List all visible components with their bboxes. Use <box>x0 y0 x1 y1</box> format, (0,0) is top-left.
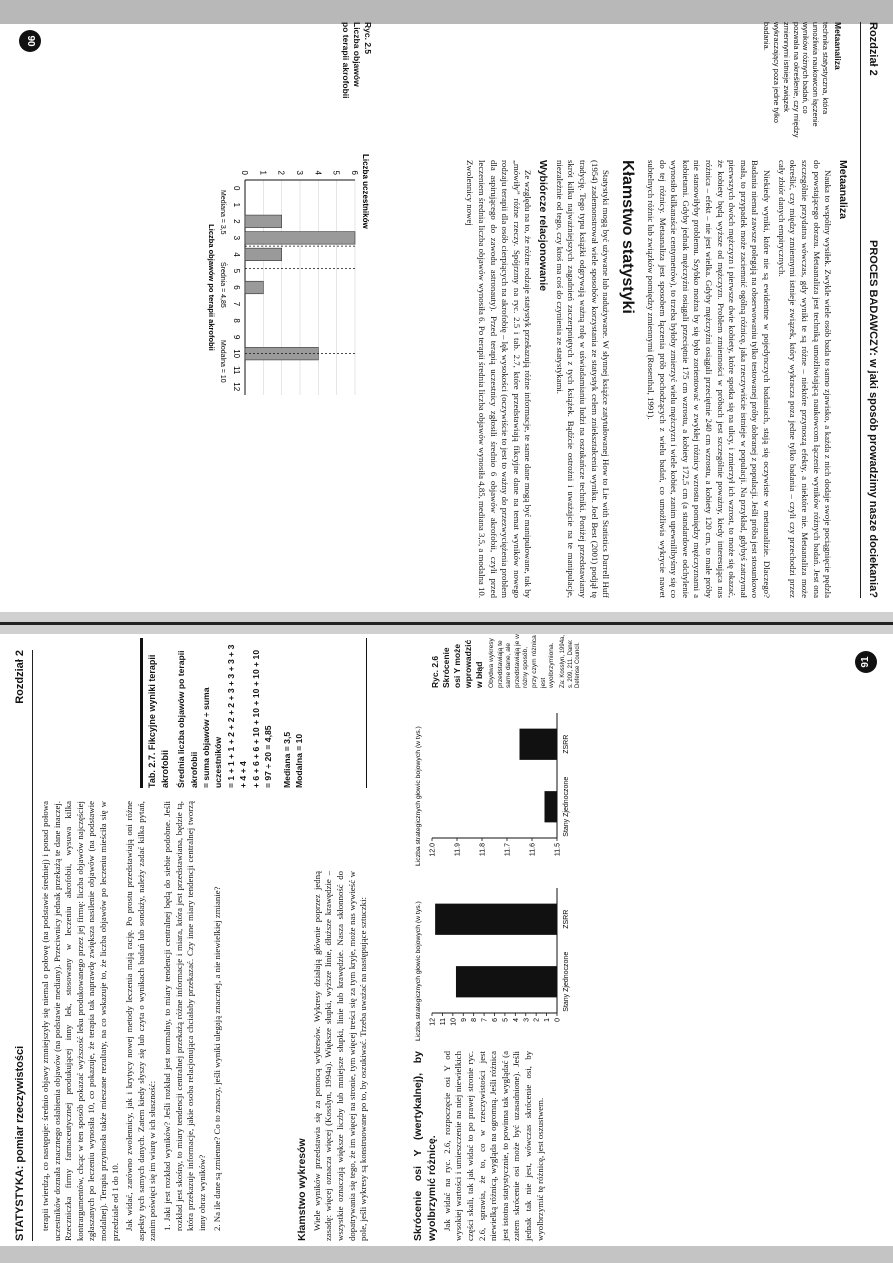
paragraph: Statystyki mogą być używane lub nadużywane. W słynnej książce zatytułowanej How to Lie with Statistics Darrell Huff (1954) zademonstrował wiele sposobów korzystania ze statystyk celem zniekształcenia wyniku. Joel Best (2001) podjął tę tradycję. Tego typu książki odgrywają ważną rolę w uświadamianiu ludzi na oszukańcze techniki. Poniżej przedstawiamy skrót kilku najważniejszych zagadnień zaczerpniętych z tych książek. Bądźcie ostrożni i uważajcie na te manipulacje, niezależnie od tego, czy ktoś ma coś do czynienia ze statystykami. <box>554 160 612 598</box>
histogram-bar <box>245 281 263 294</box>
chart-ryc-2-5 <box>203 150 373 410</box>
y-axis-label: Liczba strategicznych głowic bojowych (w tys.) <box>415 726 422 866</box>
caption-description: Obydwa wykresy przedstawiają te same dane, ale przedstawiają je w różny sposób, przy czym różnica jest wyolbrzymiona. <box>488 634 556 688</box>
paragraph: terapii twierdzą, co następuje: średnio objawy zmniejszyły się niemal o połowę (na podstawie średniej) i ponad połowa uczestników doznała znacznego osłabienia objawów (na podstawie mediany). Przeciwnicy jednak przekażą te dane inaczej. Rzeczniczka firmy farmaceutycznej produkującej inny lek, stosowany w leczeniu akrofobii, wysuwa kilka kontrargumentów, chcąc w ten sposób pokazać wyższość leku produkowanego przez jej firmę: liczba objawów najczęściej zgłaszanych po leczeniu wynosiła 10, co pokazuje, że terapia tak naprawdę zwiększa nasilenie objawów (na podstawie modalnej). Terapia przyniosła także mieszane rezultaty, na co wskazuje to, że liczba objawów po leczeniu mieściła się w przedziale od 1 do 10. <box>40 801 120 1241</box>
y-tick-label: 11.5 <box>554 843 562 857</box>
paragraph: Wiele wyników przedstawia się za pomocą wykresów. Wykresy działają głównie poprzez jedną zasadę: więcej oznacza więcej (Kosslyn, 1994a). Większe słupki, wyższe linie, dłuższe krawędzie – wszystkie oznaczają większe liczby lub mniejsze słupki, linie lub krawędzie. Nasza skłonność do dopatrywania się tego, że im więcej na stronie, tym więcej treści się za tym kryje, może nas wywieść w pole, jeśli wykresy są konstruowane po to, by oszukiwać. Trzeba uważać na następujące sztuczki: <box>311 871 369 1241</box>
sidebar-definition <box>762 22 843 140</box>
paragraph: Ze względu na to, że różne rodzaje statystyk przekazują różne informacje, te same dane mogą być manipulowane, tak by „mówiły” różne rzeczy. Spójrzmy na ryc. 2.5 i tab. 2.7, które przedstawiają fikcyjne dane na temat wyników nowego rodzaju terapii dla osób cierpiących na akrofobię – lęk wysokości (oczywiście to jest to ważny do przezwyciężenia problem dla aspirującego do zawodu astronauty). Przed terapią uczestnicy zgłosili średnio 6 objawów akrofobii, czyli przed leczeniem średnia liczba objawów wynosiła 6. Po terapii średnia liczba objawów wynosiła 4,85, mediana 3,5, a modalna 10. Zwolennicy nowej <box>465 160 534 599</box>
bar <box>520 729 558 760</box>
x-axis-label: Liczba objawów po terapii akrofobii <box>207 224 216 351</box>
caption-source: Za: Kosslyn, 1994a, s. 209, 211. Dane: Defense Council. <box>559 634 582 688</box>
scan-gutter-bottom <box>0 1246 893 1263</box>
page-91 <box>0 628 893 1263</box>
page-number: 91 <box>855 651 877 673</box>
x-tick-label: Stany Zjednoczone <box>563 951 570 1012</box>
header-chapter: Rozdział 2 <box>14 650 26 704</box>
question-2: 2. Na ile dane są zmienne? Co to znaczy, jeśli wyniki ulegają znacznej, a nie niewielkiej zmianie? <box>211 886 222 1231</box>
running-header <box>14 650 33 1241</box>
x-tick-label: 2 <box>232 219 241 224</box>
x-tick-label: 8 <box>232 318 241 323</box>
caption-number: Ryc. 2.5 <box>363 22 373 55</box>
x-tick-label: 1 <box>232 202 241 208</box>
annotation-mean: Średnia = 4,85 <box>219 262 226 308</box>
caption-line: Liczba objawów <box>351 22 362 87</box>
annotation-mode: Modalna = 10 <box>219 340 226 383</box>
x-tick-label: Stany Zjednoczone <box>563 776 570 837</box>
y-tick-label: 0 <box>554 1018 562 1022</box>
table-2-7 <box>140 638 367 788</box>
y-axis-label: Liczba strategicznych głowic bojowych (w tys.) <box>415 901 422 1041</box>
header-title: PROCES BADAWCZY: w jaki sposób prowadzimy nasze dociekania? <box>867 240 879 598</box>
y-tick-label: 7 <box>481 1018 489 1022</box>
y-axis-label: Liczba uczestników <box>361 154 370 229</box>
y-tick-label: 1 <box>544 1018 552 1022</box>
y-tick-label: 11.9 <box>454 843 462 857</box>
y-tick-label: 4 <box>512 1018 520 1022</box>
y-tick-label: 11.8 <box>479 843 487 857</box>
question-1: 1. Jaki jest rozkład wyników? Jeśli rozkład jest normalny, to miary tendencji centralnej będą do siebie podobne. Jeśli rozkład jest skośny, to miary tendencji centralnej przekażą różne informacje i miara, która jest przedstawiana, będzie tą, która przekazuje informacje, jakie osoba relacjonująca chciałaby przekazać. Czy inne miary tendencji centralnej tworzą inny obraz wyników? <box>162 801 207 1231</box>
x-tick-label: 4 <box>232 252 241 257</box>
header-chapter: Rozdział 2 <box>867 22 879 76</box>
bar <box>545 791 558 822</box>
y-tick-label: 11 <box>439 1018 447 1026</box>
table-line: = 97 ÷ 20 = 4,85 <box>263 725 274 788</box>
y-tick-label: 1 <box>258 170 268 175</box>
x-tick-label: 0 <box>232 186 241 191</box>
page-90 <box>0 0 893 620</box>
running-header <box>860 22 879 598</box>
y-tick-label: 4 <box>313 170 323 175</box>
table-line: Średnia liczba objawów po terapii akrofobii <box>176 650 199 788</box>
annotation-median: Mediana = 3,5 <box>219 190 226 235</box>
y-tick-label: 6 <box>492 1018 499 1022</box>
y-tick-label: 11.6 <box>529 843 537 857</box>
text-column-top <box>40 801 285 1241</box>
x-tick-label: ZSRR <box>563 909 570 929</box>
y-tick-label: 3 <box>523 1018 531 1022</box>
text-column-axis <box>408 1051 688 1241</box>
y-tick-label: 0 <box>240 170 249 175</box>
section-heading-skrocenie: Skrócenie osi Y (wertykalnej), by wyolbrzymić różnicę. <box>412 1051 438 1241</box>
section-heading-klamstwo: Kłamstwo statystyki <box>619 160 637 314</box>
x-tick-label: 6 <box>232 285 241 290</box>
histogram-bar <box>245 232 355 245</box>
x-tick-label: 3 <box>232 235 241 241</box>
bar <box>435 904 557 935</box>
y-tick-label: 3 <box>295 170 304 175</box>
x-tick-label: ZSRR <box>563 734 570 754</box>
y-tick-label: 12 <box>429 1018 437 1026</box>
page-fold-line <box>0 622 893 625</box>
x-tick-label: 11 <box>232 366 241 375</box>
caption-number: Ryc. 2.6 <box>430 655 440 688</box>
text-column-graphs <box>292 871 402 1241</box>
table-mode: Modalna = 10 <box>294 733 305 788</box>
paragraph: Jak widać na ryc. 2.6, rozpoczęcie osi Y od wysokiej wartości i umieszczenie na niej niewielkich części skali, tak jak widać to po prawej stronie ryc. 2.6, sprawia, że to, co w rzeczywistości jest niewielką różnicą, wygląda na ogromną. Jeśli różnica jest istotna statystycznie, to powinna tak wyglądać (a zatem skrócenie osi może być uzasadnione). Jeśli jednak tak nie jest, wówczas skrócenie osi, by wyolbrzymić tę różnicę, jest oszustwem. <box>441 1051 545 1241</box>
y-tick-label: 2 <box>276 170 286 175</box>
x-tick-label: 5 <box>232 268 241 274</box>
paragraph: Niekiedy wyniki, które nie są ewidentne w pojedynczych badaniach, stają się oczywiste w metaanalizie. Dlaczego? Badania niemal zawsze polegają na obserwowaniu tylko testowanej próby dobranej z populacji. Jeśli próba jest stosunkowo mała, to przypadek może zaciemnić ogólną różnicę, jaka rzeczywiście istnieje w populacji. Na przykład, gdybyś zatrzymał pierwszych dwóch mężczyzn i pierwsze dwie kobiety, które spotka się na ulicy, i zmierzył ich wzrost, to może się okazać, że kobiety będą wyższe od mężczyzn. Problem zmienności w próbach jest szczególnie poważny, kiedy interesująca nas różnica – efekt – nie jest wielka. Gdyby mężczyźni osiągali przeciętnie 240 cm wzrostu, a kobiety 120 cm, to małe próby nie stanowiłyby problemu. Szybko można by się było zorientować w zwykłej różnicy wzrostu pomiędzy mężczyznami a kobietami. Gdyby jednak mężczyźni osiągali przeciętnie 175 cm wzrostu, a kobiety 172,5 cm (a standardowe odchylenie wynosiło kilkanaście centymetrów), to trzeba byłoby zmierzyć wielu mężczyzn i wiele kobiet, zanim upewnilibyśmy się co do tej różnicy. Metaanaliza jest sposobem łączenia prób pochodzących z wielu badań, co umożliwia wykrycie nawet subtelnych różnic lub związków pomiędzy zmiennymi (Rosenthal, 1991). <box>646 160 773 598</box>
caption-subtitle: Skrócenie osi Y może wprowadzić w błąd <box>441 639 485 688</box>
sidebar-term: Metaanaliza <box>833 22 843 70</box>
figure-caption-2-6 <box>430 633 583 688</box>
section-heading-wybiorcze: Wybiórcze relacjonowanie <box>537 160 550 292</box>
x-tick-label: 7 <box>232 301 241 307</box>
section-heading-wykresow: Kłamstwo wykresów <box>296 1138 308 1241</box>
y-tick-label: 12.0 <box>429 843 437 857</box>
figure-caption-2-5 <box>340 22 373 142</box>
x-tick-label: 9 <box>232 334 241 340</box>
table-median: Mediana = 3,5 <box>281 731 292 788</box>
paragraph: Nauka to wspólny wysiłek. Zwykle wiele osób bada to samo zjawisko, a każda z nich dodaje swoje pociągnięcie pędzla do powstającego obrazu. Metaanaliza jest techniką umożliwiającą naukowcom łączenie wyników różnych badań. Jest ona szczególnie przydatna wówczas, gdy wyniki te są różne – niektóre przynoszą efekty, a niektóre nie. Metaanaliza może określić, czy między zmiennymi istnieje związek, który wykracza poza jedne tylko badania – czyli czy przechodzi przez cały zbiór danych empirycznych. <box>776 160 834 598</box>
chart-ryc-2-6-left <box>410 873 600 1043</box>
caption-line: po terapii akrofobii <box>340 22 351 99</box>
x-tick-label: 12 <box>232 382 241 392</box>
chart-ryc-2-6-right <box>410 698 600 868</box>
main-column <box>465 160 853 599</box>
bar <box>456 966 557 997</box>
y-tick-label: 6 <box>350 170 359 175</box>
page-number: 90 <box>19 30 41 52</box>
y-tick-label: 5 <box>502 1018 510 1022</box>
header-title: STATYSTYKA: pomiar rzeczywistości <box>14 1045 26 1241</box>
sidebar-text: technika statystyczna, która umożliwia naukowcom łączenie wyników różnych badań, co pozwala na określenie, czy między zmiennymi istnieje związek wykraczający poza jedne tylko badania. <box>762 22 830 138</box>
table-line: = suma objawów ÷ suma uczestników <box>201 687 224 788</box>
y-tick-label: 9 <box>460 1018 468 1022</box>
table-line: = 1 + 1 + 1 + 2 + 2 + 2 + 3 + 3 + 3 + 3 + 4 + 4 <box>225 644 249 788</box>
y-tick-label: 5 <box>331 170 341 175</box>
x-tick-label: 10 <box>232 349 241 359</box>
histogram-bar <box>245 248 282 261</box>
histogram-bar <box>245 215 282 228</box>
y-tick-label: 2 <box>533 1018 541 1022</box>
section-heading-metaanaliza: Metaanaliza <box>837 160 849 219</box>
y-tick-label: 10 <box>450 1018 458 1026</box>
paragraph: Jak widać, zarówno zwolennicy, jak i krytycy nowej metody leczenia mają rację. Po prostu przedstawiają oni różne aspekty tych samych danych. Zatem kiedy słyszy się lub czyta o wynikach badań lub sondaży, należy zadać kilka pytań, zanim poświęci się im wiarę w ich słuszność: <box>124 801 158 1241</box>
y-tick-label: 8 <box>471 1018 479 1022</box>
table-line: + 6 + 6 + 6 + 10 + 10 + 10 + 10 + 10 <box>250 649 261 788</box>
y-tick-label: 11.7 <box>504 843 512 857</box>
table-title: Tab. 2.7. Fikcyjne wyniki terapii akrofobii <box>147 654 171 788</box>
